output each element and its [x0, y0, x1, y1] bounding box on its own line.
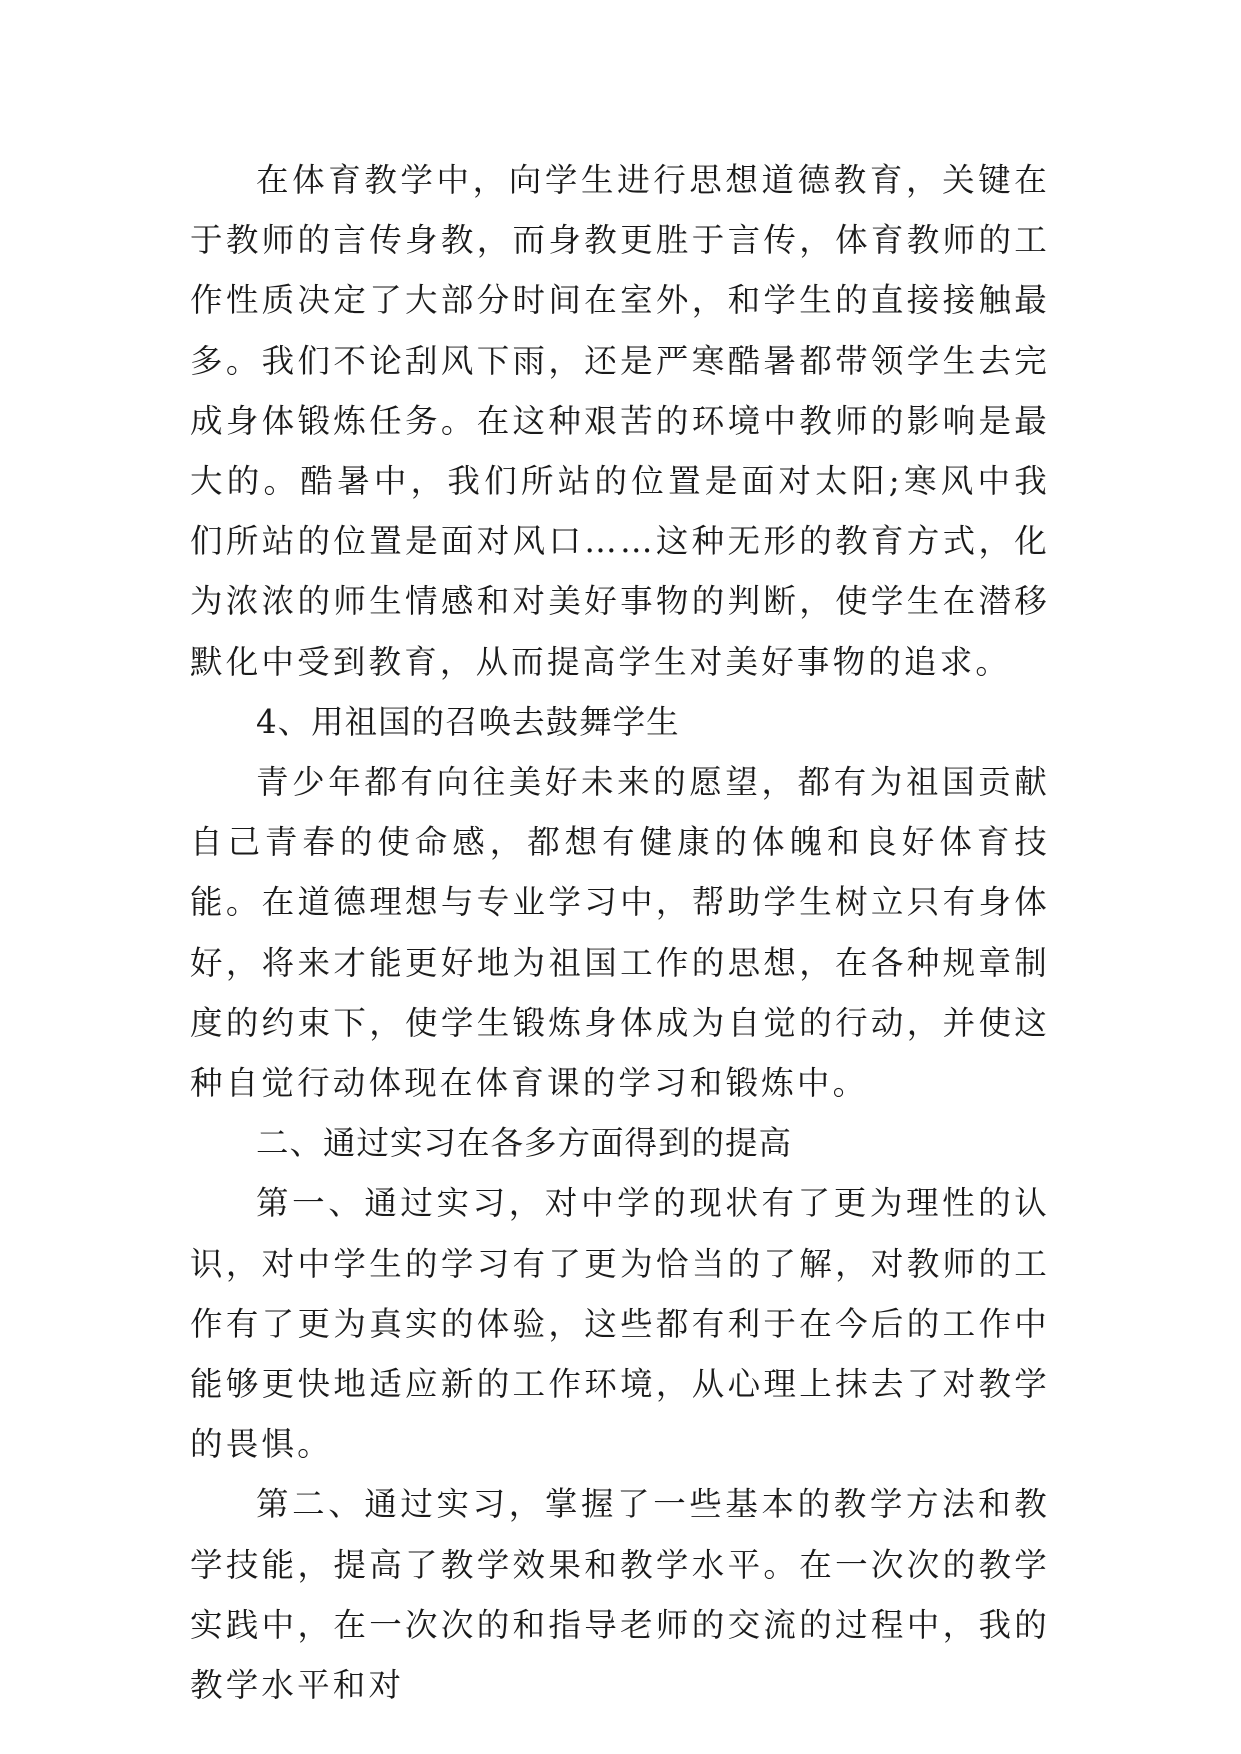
section-heading-motherland: 4、用祖国的召唤去鼓舞学生 [256, 702, 680, 741]
paragraph-moral-education: 在体育教学中，向学生进行思想道德教育，关键在于教师的言传身教，而身教更胜于言传，体育教师的工作性质决定了大部分时间在室外，和学生的直接接触最多。我们不论刮风下雨，还是严寒酷暑都带领学生去完成身体锻炼任务。在这种艰苦的环境中教师的影响是最大的。酷暑中，我们所站的位置是面对太阳;寒风中我们所站的位置是面对风口……这种无形的教育方式，化为浓浓的师生情感和对美好事物的判断，使学生在潜移默化中受到教育，从而提高学生对美好事物的追求。 [190, 161, 1050, 681]
paragraph-first-point: 第一、通过实习，对中学的现状有了更为理性的认识，对中学生的学习有了更为恰当的了解，对教师的工作有了更为真实的体验，这些都有利于在今后的工作中能够更快地适应新的工作环境，从心理上抹去了对教学的畏惧。 [190, 1184, 1050, 1464]
document-body [190, 150, 1050, 1715]
section-heading-improvement: 二、通过实习在各多方面得到的提高 [256, 1124, 793, 1163]
paragraph-youth-aspiration: 青少年都有向往美好未来的愿望，都有为祖国贡献自己青春的使命感，都想有健康的体魄和良好体育技能。在道德理想与专业学习中，帮助学生树立只有身体好，将来才能更好地为祖国工作的思想，在各种规章制度的约束下，使学生锻炼身体成为自觉的行动，并使这种自觉行动体现在体育课的学习和锻炼中。 [190, 763, 1050, 1103]
paragraph-second-point: 第二、通过实习，掌握了一些基本的教学方法和教学技能，提高了教学效果和教学水平。在一次次的教学实践中，在一次次的和指导老师的交流的过程中，我的教学水平和对 [190, 1485, 1050, 1705]
